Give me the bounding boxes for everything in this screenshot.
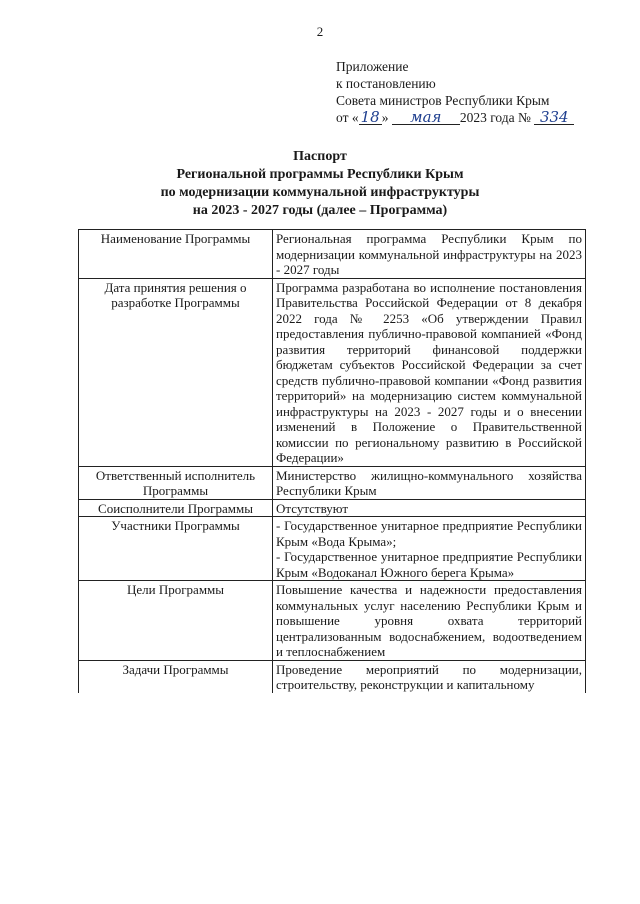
title-line-2: Региональной программы Республики Крым — [176, 167, 464, 182]
participant-1: - Государственное унитарное предприятие Республики Крым «Вода Крыма»; — [276, 518, 582, 549]
handwritten-day: 18 — [360, 108, 380, 126]
row-label-tasks: Задачи Программы — [79, 660, 273, 693]
row-label-decision-date: Дата принятия решения о разработке Программы — [79, 278, 273, 466]
participant-2: - Государственное унитарное предприятие Республики Крым «Водоканал Южного берега Крыма» — [276, 549, 582, 580]
handwritten-month: мая — [392, 111, 460, 125]
date-year-text: 2023 года № — [459, 110, 531, 125]
row-label-name: Наименование Программы — [79, 230, 273, 279]
table-row — [79, 499, 586, 517]
table-row — [79, 230, 586, 279]
row-value-co-executors: Отсутствуют — [273, 499, 586, 517]
row-label-responsible-executor: Ответственный исполнитель Программы — [79, 466, 273, 499]
row-value-responsible-executor: Министерство жилищно-коммунального хозяйства Республики Крым — [273, 466, 586, 499]
appendix-line-1: Приложение — [336, 59, 409, 74]
row-label-goals: Цели Программы — [79, 581, 273, 661]
table-row — [79, 466, 586, 499]
date-prefix: от « — [336, 110, 359, 125]
handwritten-decree-number: 334 — [534, 111, 574, 125]
row-value-participants — [273, 517, 586, 581]
title-line-4: на 2023 - 2027 годы (далее – Программа) — [192, 203, 448, 218]
table-row — [79, 278, 586, 466]
row-value-name: Региональная программа Республики Крым по модернизации коммунальной инфраструктуры на 2023 - 2027 годы — [273, 230, 586, 279]
row-label-co-executors: Соисполнители Программы — [79, 499, 273, 517]
appendix-line-2: к постановлению — [336, 76, 436, 91]
row-value-goals: Повышение качества и надежности предоставления коммунальных услуг населению Республики Крым и повышение уровня охвата территорий централизованным водоснабжением, водоотведением и теплоснабжением — [273, 581, 586, 661]
row-value-tasks: Проведение мероприятий по модернизации, строительству, реконструкции и капитальному — [273, 660, 586, 693]
date-quote-close: » — [381, 110, 389, 125]
row-label-participants: Участники Программы — [79, 517, 273, 581]
title-line-3: по модернизации коммунальной инфраструктуры — [160, 185, 480, 200]
table-row — [79, 581, 586, 661]
appendix-line-3: Совета министров Республики Крым — [336, 93, 550, 108]
title-line-1: Паспорт — [293, 149, 347, 164]
table-row — [79, 517, 586, 581]
page-number: 2 — [316, 24, 324, 39]
passport-table — [78, 229, 586, 693]
table-row — [79, 660, 586, 693]
appendix-header — [336, 58, 574, 126]
row-value-decision-date: Программа разработана во исполнение постановления Правительства Российской Федерации от 8 декабря 2022 года № 2253 «Об утверждении Правил предоставления публично-правовой компанией «Фонд развития территорий финансовой поддержки бюджетам субъектов Российской Федерации за счет средств публично-правовой компании «Фонд развития территорий» на модернизацию систем коммунальной инфраструктуры на 2023 - 2027 годы и о внесении изменений в Положение о Правительственной комиссии по региональному развитию в Российской Федерации» — [273, 278, 586, 466]
appendix-date-line — [336, 109, 574, 126]
document-title — [0, 148, 640, 220]
